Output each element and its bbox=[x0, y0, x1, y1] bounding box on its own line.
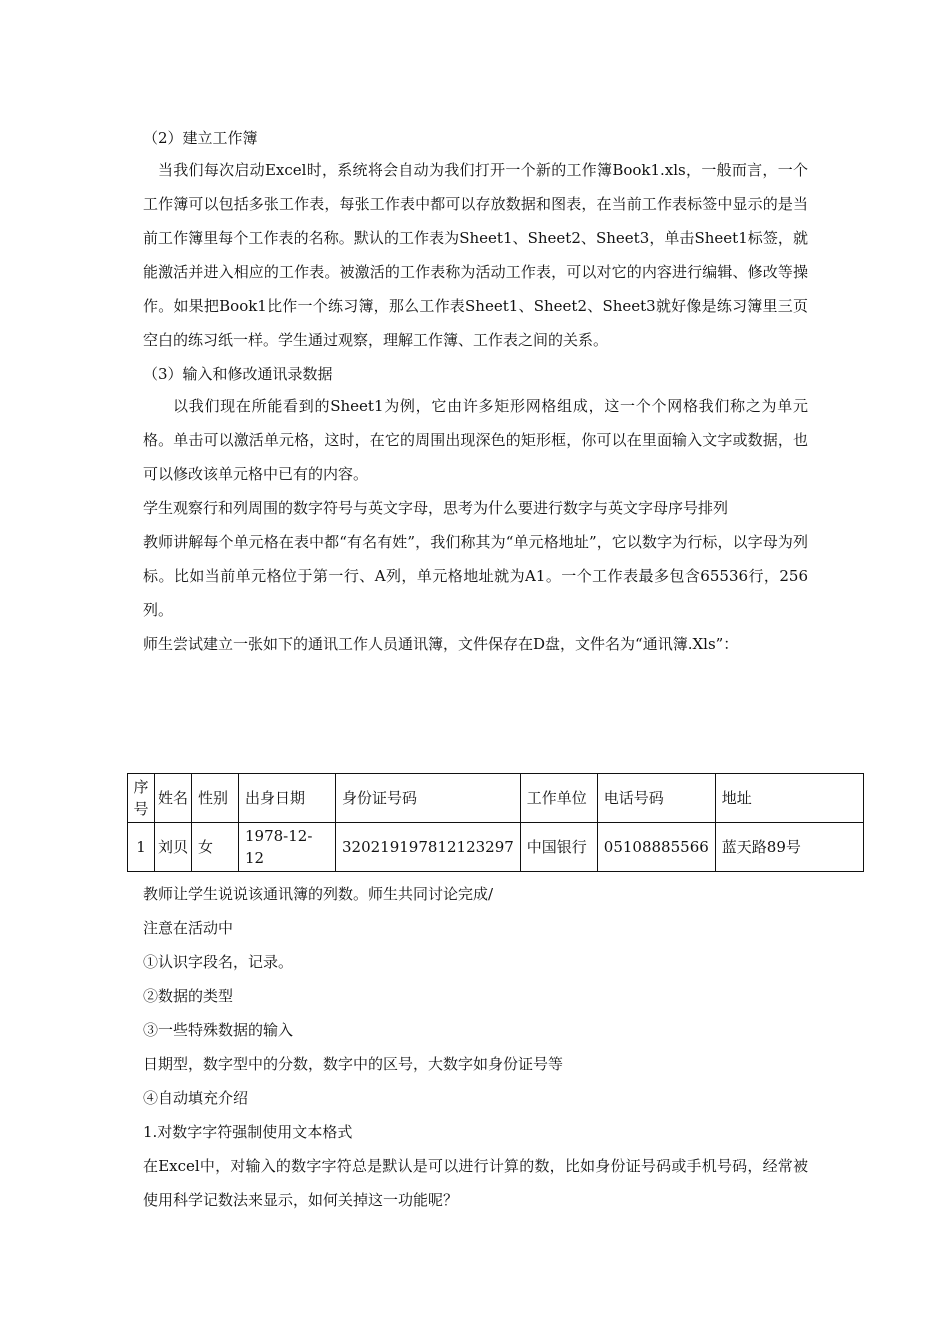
cell-address: 蓝天路89号 bbox=[715, 823, 863, 872]
header-cell-birthdate: 出身日期 bbox=[239, 774, 336, 823]
note-special-data: 日期型，数字型中的分数，数字中的区号，大数字如身份证号等 bbox=[143, 1055, 564, 1073]
paragraph-row-column-observe: 学生观察行和列周围的数字符号与英文字母，思考为什么要进行数字与英文字母序号排列 bbox=[143, 499, 729, 517]
note-item-3: ③一些特殊数据的输入 bbox=[143, 1021, 294, 1039]
note-column-count: 教师让学生说说该通讯簿的列数。师生共同讨论完成/ bbox=[143, 885, 494, 903]
paragraph-workbook-intro: 当我们每次启动Excel时，系统将会自动为我们打开一个新的工作簿Book1.xls，一般而言，一个工作簿可以包括多张工作表，每张工作表中都可以存放数据和图表，在当前工作表标签中显示的是当前工作簿里每个工作表的名称。默认的工作表为Sheet1、Sheet2、Sheet3，单击Sheet1标签，就能激活并进入相应的工作表。被激活的工作表称为活动工作表，可以对它的内容进行编辑、修改等操作。如果把Book1比作一个练习簿，那么工作表Sheet1、Sheet2、Sheet3就好像是练习簿里三页空白的练习纸一样。学生通过观察，理解工作簿、工作表之间的关系。 bbox=[143, 161, 808, 349]
header-cell-id-number: 身份证号码 bbox=[336, 774, 521, 823]
header-cell-name: 姓名 bbox=[155, 774, 192, 823]
cell-name: 刘贝 bbox=[155, 823, 192, 872]
header-cell-number: 序号 bbox=[128, 774, 155, 823]
paragraph-text-format: 在Excel中，对输入的数字字符总是默认是可以进行计算的数，比如身份证号码或手机号码，经常被使用科学记数法来显示，如何关掉这一功能呢？ bbox=[143, 1157, 808, 1209]
paragraph-cell-address: 教师讲解每个单元格在表中都“有名有姓”，我们称其为“单元格地址”，它以数字为行标，以字母为列标。比如当前单元格位于第一行、A列，单元格地址就为A1。一个工作表最多包含65536行，256列。 bbox=[143, 533, 808, 619]
contact-roster-table bbox=[127, 773, 864, 872]
section-heading-2: （2）建立工作簿 bbox=[143, 129, 258, 147]
cell-phone: 05108885566 bbox=[597, 823, 715, 872]
subheading-text-format: 1.对数字字符强制使用文本格式 bbox=[143, 1123, 353, 1141]
note-item-4: ④自动填充介绍 bbox=[143, 1089, 249, 1107]
table-row bbox=[128, 823, 864, 872]
cell-gender: 女 bbox=[192, 823, 239, 872]
header-cell-gender: 性别 bbox=[192, 774, 239, 823]
cell-workplace: 中国银行 bbox=[520, 823, 597, 872]
table-header-row bbox=[128, 774, 864, 823]
header-cell-phone: 电话号码 bbox=[597, 774, 715, 823]
paragraph-create-roster: 师生尝试建立一张如下的通讯工作人员通讯簿，文件保存在D盘，文件名为“通讯簿.Xls”： bbox=[143, 635, 739, 653]
note-item-1: ①认识字段名，记录。 bbox=[143, 953, 294, 971]
note-item-2: ②数据的类型 bbox=[143, 987, 234, 1005]
header-cell-workplace: 工作单位 bbox=[520, 774, 597, 823]
post-table-notes bbox=[143, 877, 808, 1217]
cell-birthdate: 1978-12-12 bbox=[239, 823, 336, 872]
section-heading-3: （3）输入和修改通讯录数据 bbox=[143, 365, 333, 383]
paragraph-cell-intro: 以我们现在所能看到的Sheet1为例，它由许多矩形网格组成，这一个个网格我们称之为单元格。单击可以激活单元格，这时，在它的周围出现深色的矩形框，你可以在里面输入文字或数据，也可以修改该单元格中已有的内容。 bbox=[143, 397, 809, 483]
document-body bbox=[143, 123, 808, 661]
header-cell-address: 地址 bbox=[715, 774, 863, 823]
cell-id-number: 320219197812123297 bbox=[336, 823, 521, 872]
cell-number: 1 bbox=[128, 823, 155, 872]
note-attention: 注意在活动中 bbox=[143, 919, 234, 937]
